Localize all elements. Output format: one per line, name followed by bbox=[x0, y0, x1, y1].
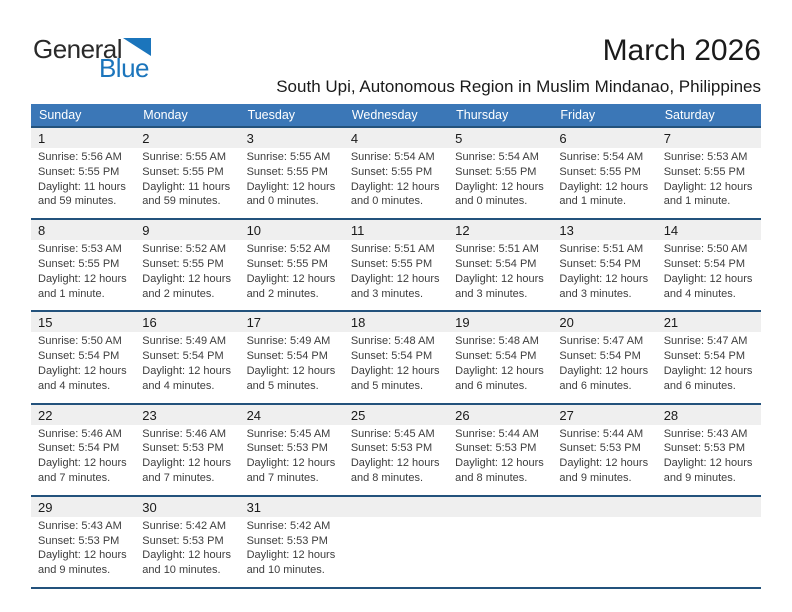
day-header-wednesday: Wednesday bbox=[351, 108, 418, 122]
day-cell bbox=[552, 332, 656, 402]
day-number: 17 bbox=[246, 315, 262, 331]
day-sunrise-text: Sunrise: 5:42 AM bbox=[142, 519, 227, 532]
day-sunset-text: Sunset: 5:54 PM bbox=[663, 257, 746, 270]
day-cell bbox=[657, 425, 761, 495]
day-sunrise-text: Sunrise: 5:43 AM bbox=[663, 427, 748, 440]
day-daylight-text-line2: and 10 minutes. bbox=[246, 564, 325, 577]
day-sunset-text: Sunset: 5:55 PM bbox=[455, 165, 537, 178]
day-sunset-text: Sunset: 5:55 PM bbox=[142, 257, 224, 270]
day-cell bbox=[657, 517, 761, 587]
day-number: 31 bbox=[246, 499, 262, 515]
calendar-weeks bbox=[31, 126, 761, 589]
day-sunset-text: Sunset: 5:53 PM bbox=[142, 442, 224, 455]
day-daylight-text-line2: and 9 minutes. bbox=[663, 471, 736, 484]
day-details-band bbox=[31, 148, 761, 218]
day-daylight-text-line2: and 0 minutes. bbox=[350, 195, 423, 208]
day-number: 18 bbox=[350, 315, 366, 331]
day-daylight-text-line2: and 10 minutes. bbox=[142, 564, 221, 577]
day-details-band bbox=[31, 240, 761, 310]
day-number: 10 bbox=[246, 223, 262, 239]
day-cell bbox=[240, 425, 344, 495]
day-daylight-text-line2: and 6 minutes. bbox=[455, 379, 528, 392]
day-number-band bbox=[31, 128, 761, 148]
day-sunrise-text: Sunrise: 5:51 AM bbox=[455, 243, 539, 256]
day-details-band bbox=[31, 332, 761, 402]
day-cell bbox=[31, 148, 135, 218]
day-cell bbox=[448, 425, 552, 495]
day-number: 21 bbox=[663, 315, 679, 331]
day-number: 26 bbox=[455, 407, 470, 423]
day-daylight-text-line1: Daylight: 12 hours bbox=[246, 272, 336, 285]
day-number: 13 bbox=[559, 223, 574, 239]
day-sunrise-text: Sunrise: 5:49 AM bbox=[246, 335, 331, 348]
day-daylight-text-line2: and 6 minutes. bbox=[663, 379, 736, 392]
day-daylight-text-line2: and 3 minutes. bbox=[350, 287, 423, 300]
day-cell bbox=[31, 425, 135, 495]
day-sunset-text: Sunset: 5:54 PM bbox=[559, 350, 641, 363]
day-sunrise-text: Sunrise: 5:55 AM bbox=[246, 151, 331, 163]
day-daylight-text-line1: Daylight: 12 hours bbox=[142, 457, 231, 470]
day-sunrise-text: Sunrise: 5:43 AM bbox=[38, 519, 122, 532]
day-number-band bbox=[31, 497, 761, 517]
day-daylight-text-line2: and 9 minutes. bbox=[38, 564, 111, 577]
day-sunrise-text: Sunrise: 5:46 AM bbox=[38, 427, 122, 440]
week-row bbox=[31, 495, 761, 587]
day-sunset-text: Sunset: 5:55 PM bbox=[663, 165, 746, 178]
day-daylight-text-line1: Daylight: 12 hours bbox=[38, 364, 127, 377]
day-daylight-text-line2: and 2 minutes. bbox=[142, 287, 215, 300]
day-cell bbox=[135, 425, 239, 495]
day-cell bbox=[448, 148, 552, 218]
day-sunrise-text: Sunrise: 5:42 AM bbox=[246, 519, 331, 532]
day-sunrise-text: Sunrise: 5:52 AM bbox=[246, 243, 331, 256]
day-cell bbox=[448, 517, 552, 587]
day-daylight-text-line1: Daylight: 12 hours bbox=[350, 457, 440, 470]
day-number: 25 bbox=[350, 407, 366, 423]
day-daylight-text-line2: and 4 minutes. bbox=[142, 379, 215, 392]
day-cell bbox=[657, 332, 761, 402]
day-number bbox=[552, 497, 656, 517]
day-sunset-text: Sunset: 5:55 PM bbox=[246, 165, 328, 178]
day-cell bbox=[240, 332, 344, 402]
day-sunset-text: Sunset: 5:53 PM bbox=[350, 442, 433, 455]
day-sunset-text: Sunset: 5:54 PM bbox=[455, 350, 537, 363]
day-sunrise-text: Sunrise: 5:49 AM bbox=[142, 335, 227, 348]
day-sunrise-text: Sunrise: 5:54 AM bbox=[350, 151, 435, 163]
day-cell bbox=[657, 148, 761, 218]
day-daylight-text-line2: and 4 minutes. bbox=[38, 379, 111, 392]
day-sunset-text: Sunset: 5:53 PM bbox=[455, 442, 537, 455]
day-header-tuesday: Tuesday bbox=[247, 108, 296, 122]
day-sunset-text: Sunset: 5:55 PM bbox=[142, 165, 224, 178]
day-cell bbox=[240, 148, 344, 218]
day-sunrise-text: Sunrise: 5:51 AM bbox=[350, 243, 435, 256]
day-daylight-text-line1: Daylight: 12 hours bbox=[455, 457, 544, 470]
day-number: 19 bbox=[455, 315, 470, 331]
day-sunset-text: Sunset: 5:53 PM bbox=[246, 442, 328, 455]
day-daylight-text-line1: Daylight: 12 hours bbox=[559, 180, 649, 193]
day-details-band bbox=[31, 517, 761, 587]
day-number: 14 bbox=[663, 223, 679, 239]
day-number: 27 bbox=[559, 407, 574, 423]
day-header-saturday: Saturday bbox=[664, 108, 715, 122]
day-daylight-text-line2: and 1 minute. bbox=[559, 195, 627, 208]
day-sunset-text: Sunset: 5:55 PM bbox=[559, 165, 641, 178]
day-sunrise-text: Sunrise: 5:47 AM bbox=[559, 335, 644, 348]
day-daylight-text-line1: Daylight: 12 hours bbox=[350, 364, 440, 377]
day-daylight-text-line1: Daylight: 12 hours bbox=[38, 457, 127, 470]
day-sunset-text: Sunset: 5:54 PM bbox=[350, 350, 433, 363]
day-sunset-text: Sunset: 5:54 PM bbox=[38, 350, 120, 363]
day-daylight-text-line2: and 5 minutes. bbox=[350, 379, 423, 392]
day-cell bbox=[135, 240, 239, 310]
day-sunset-text: Sunset: 5:53 PM bbox=[38, 534, 120, 547]
day-sunrise-text: Sunrise: 5:55 AM bbox=[142, 151, 227, 163]
day-number: 5 bbox=[455, 131, 463, 146]
day-sunrise-text: Sunrise: 5:54 AM bbox=[559, 151, 644, 163]
day-daylight-text-line2: and 0 minutes. bbox=[246, 195, 319, 208]
day-sunset-text: Sunset: 5:54 PM bbox=[559, 257, 641, 270]
day-sunrise-text: Sunrise: 5:53 AM bbox=[663, 151, 748, 163]
day-number: 29 bbox=[38, 499, 53, 515]
day-cell bbox=[31, 517, 135, 587]
day-sunset-text: Sunset: 5:54 PM bbox=[142, 350, 224, 363]
day-cell bbox=[657, 240, 761, 310]
day-cell bbox=[135, 517, 239, 587]
day-number: 8 bbox=[38, 223, 46, 239]
day-daylight-text-line1: Daylight: 12 hours bbox=[246, 457, 336, 470]
day-number: 15 bbox=[38, 315, 53, 331]
calendar-table bbox=[31, 104, 761, 589]
day-daylight-text-line2: and 9 minutes. bbox=[559, 471, 632, 484]
day-daylight-text-line2: and 3 minutes. bbox=[455, 287, 528, 300]
day-daylight-text-line2: and 3 minutes. bbox=[559, 287, 632, 300]
day-number bbox=[344, 497, 448, 517]
day-daylight-text-line1: Daylight: 12 hours bbox=[142, 364, 231, 377]
day-sunrise-text: Sunrise: 5:56 AM bbox=[38, 151, 122, 163]
day-sunset-text: Sunset: 5:55 PM bbox=[350, 165, 433, 178]
logo-word-blue: Blue bbox=[98, 53, 149, 83]
day-daylight-text-line2: and 5 minutes. bbox=[246, 379, 319, 392]
day-cell bbox=[448, 240, 552, 310]
day-number bbox=[657, 497, 761, 517]
day-sunset-text: Sunset: 5:53 PM bbox=[559, 442, 641, 455]
day-sunset-text: Sunset: 5:54 PM bbox=[455, 257, 537, 270]
day-daylight-text-line2: and 8 minutes. bbox=[455, 471, 528, 484]
day-number: 28 bbox=[663, 407, 679, 423]
day-daylight-text-line2: and 4 minutes. bbox=[663, 287, 736, 300]
day-number: 24 bbox=[246, 407, 262, 423]
day-daylight-text-line2: and 59 minutes. bbox=[142, 195, 221, 208]
day-daylight-text-line2: and 2 minutes. bbox=[246, 287, 319, 300]
day-daylight-text-line1: Daylight: 12 hours bbox=[246, 180, 336, 193]
day-daylight-text-line2: and 1 minute. bbox=[38, 287, 105, 300]
day-daylight-text-line1: Daylight: 12 hours bbox=[455, 180, 544, 193]
day-cell bbox=[31, 332, 135, 402]
day-cell bbox=[344, 148, 448, 218]
weekday-header-row bbox=[31, 104, 761, 126]
day-daylight-text-line2: and 7 minutes. bbox=[38, 471, 111, 484]
page-title-month-year: March 2026 bbox=[602, 34, 761, 67]
day-number: 22 bbox=[38, 407, 53, 423]
day-sunset-text: Sunset: 5:53 PM bbox=[142, 534, 224, 547]
day-cell bbox=[552, 517, 656, 587]
day-number bbox=[448, 497, 552, 517]
day-header-monday: Monday bbox=[143, 108, 188, 122]
page-subtitle-location: South Upi, Autonomous Region in Muslim Mindanao, Philippines bbox=[276, 77, 761, 96]
day-daylight-text-line1: Daylight: 11 hours bbox=[142, 180, 231, 193]
day-cell bbox=[552, 148, 656, 218]
day-daylight-text-line2: and 59 minutes. bbox=[38, 195, 117, 208]
day-daylight-text-line2: and 7 minutes. bbox=[142, 471, 215, 484]
general-blue-logo bbox=[33, 36, 151, 81]
week-row bbox=[31, 403, 761, 495]
day-sunrise-text: Sunrise: 5:44 AM bbox=[559, 427, 644, 440]
day-sunrise-text: Sunrise: 5:51 AM bbox=[559, 243, 644, 256]
day-daylight-text-line2: and 8 minutes. bbox=[350, 471, 423, 484]
day-number-band bbox=[31, 405, 761, 425]
day-daylight-text-line1: Daylight: 12 hours bbox=[455, 364, 544, 377]
day-cell bbox=[135, 148, 239, 218]
logo-word-general: General bbox=[33, 34, 122, 64]
day-daylight-text-line2: and 1 minute. bbox=[663, 195, 731, 208]
day-sunset-text: Sunset: 5:55 PM bbox=[246, 257, 328, 270]
day-daylight-text-line1: Daylight: 12 hours bbox=[246, 364, 336, 377]
day-sunset-text: Sunset: 5:54 PM bbox=[38, 442, 120, 455]
day-daylight-text-line1: Daylight: 12 hours bbox=[663, 180, 753, 193]
day-header-friday: Friday bbox=[560, 108, 596, 122]
day-cell bbox=[240, 517, 344, 587]
day-details-band bbox=[31, 425, 761, 495]
day-number: 7 bbox=[663, 131, 671, 146]
day-daylight-text-line1: Daylight: 12 hours bbox=[142, 549, 231, 562]
day-cell bbox=[552, 240, 656, 310]
day-sunrise-text: Sunrise: 5:44 AM bbox=[455, 427, 539, 440]
day-cell bbox=[552, 425, 656, 495]
day-number: 16 bbox=[142, 315, 157, 331]
day-cell bbox=[448, 332, 552, 402]
day-daylight-text-line1: Daylight: 12 hours bbox=[246, 549, 336, 562]
day-sunrise-text: Sunrise: 5:53 AM bbox=[38, 243, 122, 256]
day-header-thursday: Thursday bbox=[456, 108, 509, 122]
day-cell bbox=[344, 425, 448, 495]
day-number: 20 bbox=[559, 315, 574, 331]
day-number: 2 bbox=[142, 131, 150, 146]
day-number-band bbox=[31, 220, 761, 240]
day-daylight-text-line1: Daylight: 12 hours bbox=[663, 457, 753, 470]
day-daylight-text-line1: Daylight: 12 hours bbox=[350, 180, 440, 193]
day-daylight-text-line1: Daylight: 12 hours bbox=[38, 549, 127, 562]
day-sunrise-text: Sunrise: 5:54 AM bbox=[455, 151, 539, 163]
day-daylight-text-line1: Daylight: 12 hours bbox=[38, 272, 127, 285]
day-number: 3 bbox=[246, 131, 254, 146]
week-row bbox=[31, 126, 761, 218]
week-row bbox=[31, 310, 761, 402]
day-sunrise-text: Sunrise: 5:48 AM bbox=[350, 335, 435, 348]
day-number: 6 bbox=[559, 131, 567, 146]
day-daylight-text-line2: and 0 minutes. bbox=[455, 195, 528, 208]
day-number: 30 bbox=[142, 499, 157, 515]
day-sunrise-text: Sunrise: 5:50 AM bbox=[663, 243, 748, 256]
day-number: 23 bbox=[142, 407, 157, 423]
day-sunset-text: Sunset: 5:55 PM bbox=[38, 257, 120, 270]
day-cell bbox=[344, 332, 448, 402]
day-number: 1 bbox=[38, 131, 46, 146]
day-header-sunday: Sunday bbox=[39, 108, 82, 122]
day-number: 11 bbox=[350, 223, 365, 239]
day-sunrise-text: Sunrise: 5:48 AM bbox=[455, 335, 539, 348]
day-daylight-text-line1: Daylight: 11 hours bbox=[38, 180, 126, 193]
day-sunset-text: Sunset: 5:53 PM bbox=[246, 534, 328, 547]
day-cell bbox=[344, 240, 448, 310]
day-daylight-text-line1: Daylight: 12 hours bbox=[663, 272, 753, 285]
day-number-band bbox=[31, 312, 761, 332]
day-cell bbox=[31, 240, 135, 310]
day-daylight-text-line1: Daylight: 12 hours bbox=[455, 272, 544, 285]
day-cell bbox=[135, 332, 239, 402]
day-sunrise-text: Sunrise: 5:52 AM bbox=[142, 243, 227, 256]
day-number: 9 bbox=[142, 223, 150, 239]
day-sunrise-text: Sunrise: 5:45 AM bbox=[350, 427, 435, 440]
day-sunrise-text: Sunrise: 5:47 AM bbox=[663, 335, 748, 348]
day-sunset-text: Sunset: 5:55 PM bbox=[350, 257, 433, 270]
day-daylight-text-line1: Daylight: 12 hours bbox=[559, 364, 649, 377]
day-daylight-text-line1: Daylight: 12 hours bbox=[559, 272, 649, 285]
day-daylight-text-line2: and 6 minutes. bbox=[559, 379, 632, 392]
day-sunset-text: Sunset: 5:54 PM bbox=[246, 350, 328, 363]
day-number: 4 bbox=[350, 131, 359, 146]
day-sunset-text: Sunset: 5:54 PM bbox=[663, 350, 746, 363]
day-number: 12 bbox=[455, 223, 470, 239]
day-sunrise-text: Sunrise: 5:50 AM bbox=[38, 335, 122, 348]
day-cell bbox=[344, 517, 448, 587]
day-daylight-text-line1: Daylight: 12 hours bbox=[350, 272, 440, 285]
day-daylight-text-line1: Daylight: 12 hours bbox=[142, 272, 231, 285]
day-sunrise-text: Sunrise: 5:45 AM bbox=[246, 427, 331, 440]
day-daylight-text-line2: and 7 minutes. bbox=[246, 471, 319, 484]
day-sunrise-text: Sunrise: 5:46 AM bbox=[142, 427, 227, 440]
week-row bbox=[31, 218, 761, 310]
day-cell bbox=[240, 240, 344, 310]
day-sunset-text: Sunset: 5:53 PM bbox=[663, 442, 746, 455]
day-sunset-text: Sunset: 5:55 PM bbox=[38, 165, 120, 178]
day-daylight-text-line1: Daylight: 12 hours bbox=[663, 364, 753, 377]
day-daylight-text-line1: Daylight: 12 hours bbox=[559, 457, 649, 470]
